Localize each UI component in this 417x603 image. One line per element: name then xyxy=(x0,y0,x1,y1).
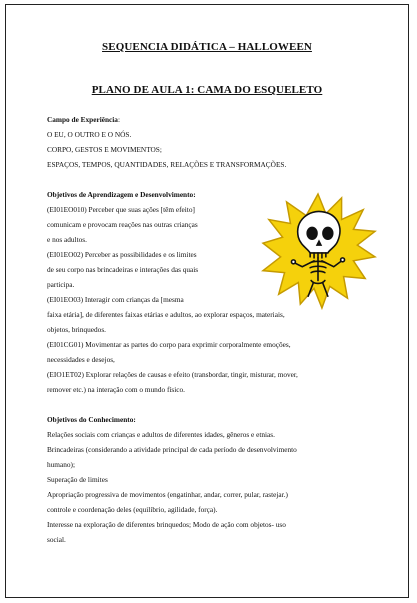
skeleton-illustration-icon xyxy=(259,192,377,310)
campo-heading-text: Campo de Experiência xyxy=(47,115,118,124)
campo-heading-colon: : xyxy=(117,115,120,124)
conhecimento-line: Brincadeiras (considerando a atividade principal de cada período de desenvolvimento xyxy=(47,445,297,454)
conhecimento-line: controle e coordenação deles (equilíbrio, agilidade, força). xyxy=(47,505,218,514)
objetivo-line: objetos, brinquedos. xyxy=(47,325,106,334)
objetivo-line: remover etc.) na interação com o mundo físico. xyxy=(47,385,185,394)
objetivo-line: faixa etária], de diferentes faixas etárias e adultos, ao explorar espaços, materiais, xyxy=(47,310,285,319)
conhecimento-line: Apropriação progressiva de movimentos (engatinhar, andar, correr, pular, rastejar.) xyxy=(47,490,288,499)
document-page xyxy=(5,4,409,598)
objetivo-line: necessidades e desejos, xyxy=(47,355,115,364)
objetivo-line: participa. xyxy=(47,280,75,289)
objetivo-line: (EI01EO02) Perceber as possibilidades e os limites xyxy=(47,250,197,259)
conhecimento-line: Superação de limites xyxy=(47,475,108,484)
campo-line: CORPO, GESTOS E MOVIMENTOS; xyxy=(47,145,162,154)
objetivo-line: de seu corpo nas brincadeiras e interações das quais xyxy=(47,265,199,274)
objetivos-aprendizagem-heading: Objetivos de Aprendizagem e Desenvolvimento: xyxy=(47,190,196,199)
conhecimento-line: social. xyxy=(47,535,66,544)
objetivo-line: (EIO1ET02) Explorar relações de causas e efeito (transbordar, tingir, misturar, mover, xyxy=(47,370,298,379)
document-title: SEQUENCIA DIDÁTICA – HALLOWEEN xyxy=(102,41,312,53)
conhecimento-line: Interesse na exploração de diferentes brinquedos; Modo de ação com objetos- uso xyxy=(47,520,286,529)
campo-line: O EU, O OUTRO E O NÓS. xyxy=(47,130,132,139)
conhecimento-line: humano); xyxy=(47,460,75,469)
objetivo-line: e nos adultos. xyxy=(47,235,87,244)
lesson-plan-title: PLANO DE AULA 1: CAMA DO ESQUELETO xyxy=(91,84,323,96)
campo-line: ESPAÇOS, TEMPOS, QUANTIDADES, RELAÇÕES E TRANSFORMAÇÕES. xyxy=(47,160,287,169)
objetivo-line: (EI01EO010) Perceber que suas ações [têm efeito] xyxy=(47,205,195,214)
objetivo-line: (EI01CG01) Movimentar as partes do corpo para exprimir corporalmente emoções, xyxy=(47,340,291,349)
objetivo-line: (EI01EO03) Interagir com crianças da [mesma xyxy=(47,295,184,304)
campo-heading xyxy=(47,112,382,127)
objetivo-line: comunicam e provocam reações nas outras crianças xyxy=(47,220,198,229)
objetivos-conhecimento-heading: Objetivos do Conhecimento: xyxy=(47,415,136,424)
document-body xyxy=(47,112,382,547)
conhecimento-line: Relações sociais com crianças e adultos de diferentes idades, gêneros e etnias. xyxy=(47,430,275,439)
